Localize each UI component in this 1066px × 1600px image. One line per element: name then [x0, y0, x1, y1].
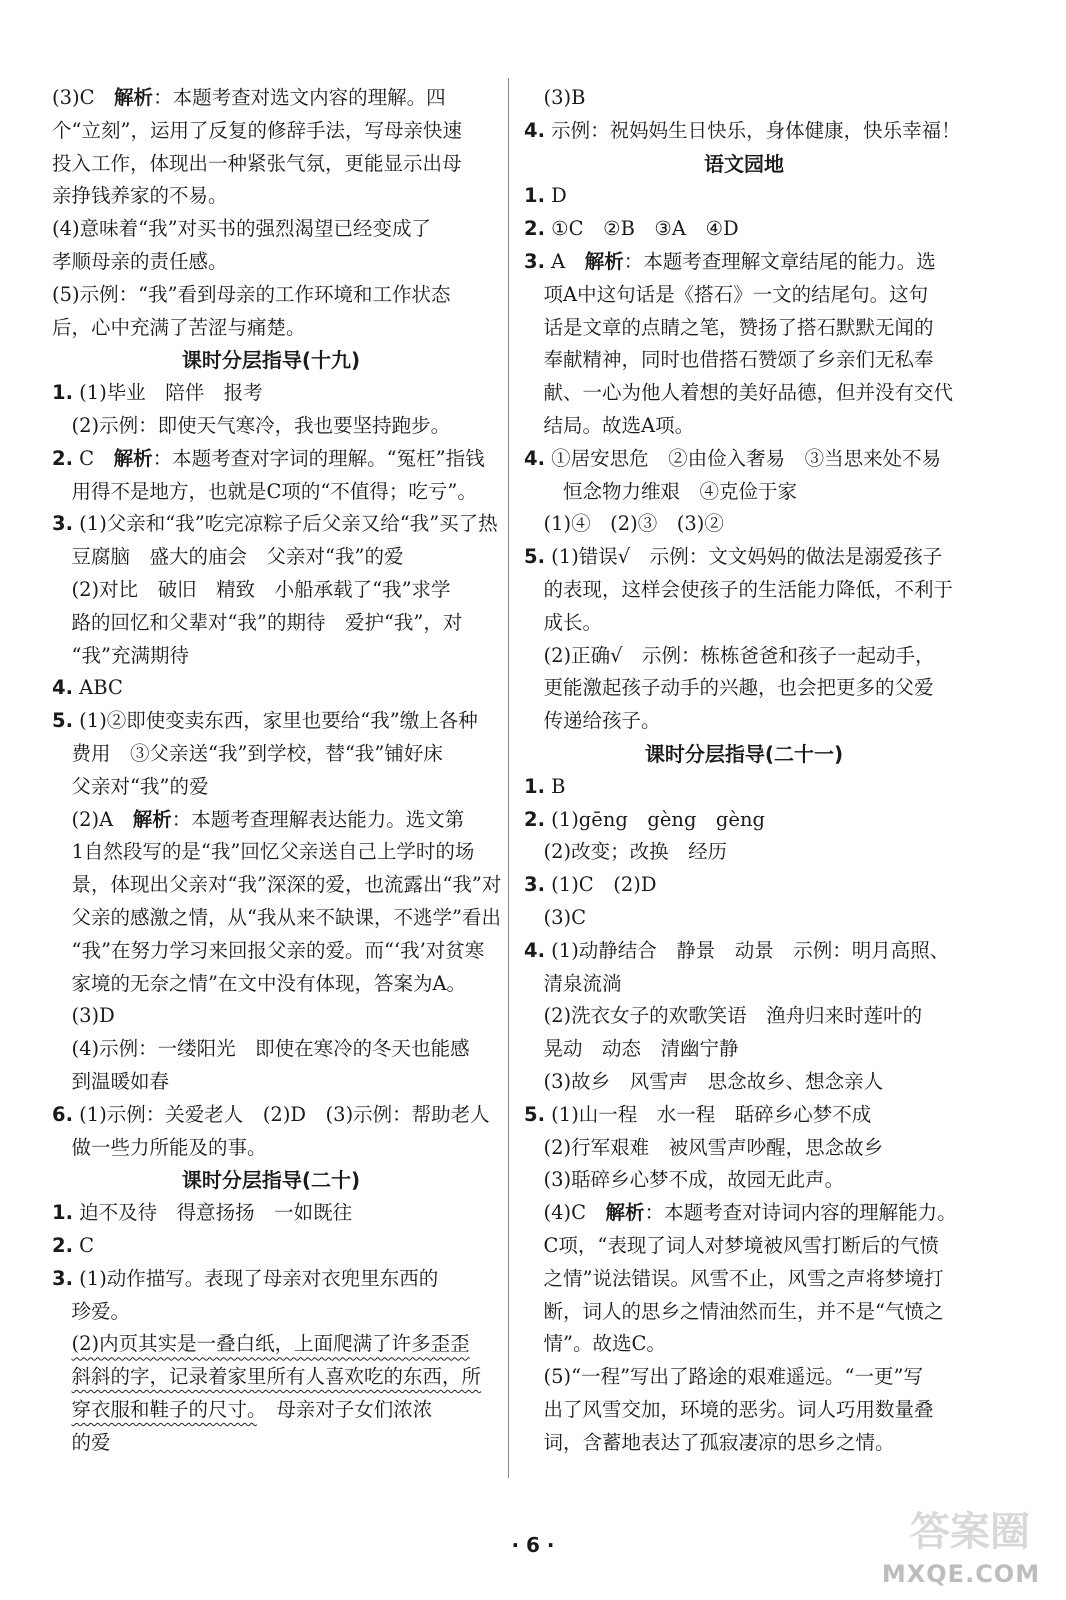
line-text: 用得不是地方，也就是C项的“不值得；吃亏”。	[52, 479, 477, 503]
line-text: (2)示例：即使天气寒冷，我也要坚持跑步。	[52, 414, 451, 437]
line-text: 1自然段写的是“我”回忆父亲送自己上学时的场	[52, 840, 475, 864]
bold-label: 2.	[52, 446, 73, 470]
answer-line	[524, 1067, 883, 1097]
answer-line	[52, 1198, 352, 1228]
answer-line	[52, 969, 466, 999]
line-text: 清泉流淌	[524, 971, 622, 995]
line-text: (1)gēng gèng gèng	[544, 807, 765, 831]
line-text: (5)示例：“我”看到母亲的工作环境和工作状态	[52, 282, 451, 306]
line-text: (3)D	[52, 1004, 115, 1028]
answer-line	[52, 673, 123, 703]
line-text: (1)动作描写。表现了母亲对衣兜里东西的	[72, 1266, 439, 1290]
line-text: 断，词人的思乡之情油然而生，并不是“气愤之	[524, 1299, 944, 1323]
line-text: (2)改变；改换 经历	[524, 840, 728, 864]
answer-line	[52, 1362, 481, 1392]
answer-line	[524, 1362, 923, 1392]
bold-label: 3.	[52, 1266, 73, 1290]
answer-line	[52, 411, 450, 441]
line-text: 词，含蓄地表达了孤寂凄凉的思乡之情。	[524, 1430, 895, 1454]
line-text: 迫不及待 得意扬扬 一如既往	[72, 1201, 353, 1225]
answer-line	[524, 1231, 939, 1261]
bold-label: 4.	[524, 118, 545, 142]
answer-line	[52, 706, 478, 736]
line-text: (3)聒碎乡心梦不成，故园无此声。	[524, 1168, 845, 1192]
line-text: 之情”说法错误。风雪不止，风雪之声将梦境打	[524, 1266, 944, 1290]
bold-label: 3.	[524, 873, 545, 897]
line-text: 做一些力所能及的事。	[52, 1135, 267, 1159]
line-text: (1)④ (2)③ (3)②	[524, 512, 724, 536]
answer-line	[524, 1165, 844, 1195]
section-heading: 语文园地	[704, 151, 784, 176]
answer-line	[524, 1198, 957, 1228]
line-text: ：本题考查理解表达能力。选文第	[171, 807, 465, 831]
answer-line	[524, 641, 935, 671]
line-text: 示例：祝妈妈生日快乐，身体健康，快乐幸福！	[544, 118, 961, 142]
line-text: ①C ②B ③A ④D	[544, 217, 739, 241]
line-text: 项A中这句话是《搭石》一文的结尾句。这句	[524, 282, 929, 306]
bold-label: 解析	[114, 86, 154, 109]
line-text: 亲挣钱养家的不易。	[52, 184, 228, 208]
line-text: ①居安思危 ②由俭入奢易 ③当思来处不易	[544, 446, 942, 470]
line-text: 家境的无奈之情”在文中没有体现，答案为A。	[52, 971, 467, 995]
watermark-icon: 答案圈	[910, 1509, 1030, 1555]
answer-line	[524, 214, 739, 244]
answer-line	[52, 641, 189, 671]
answer-line	[52, 805, 464, 835]
answer-line	[524, 1100, 871, 1130]
line-text: C项，“表现了词人对梦境被风雪打断后的气愤	[524, 1234, 939, 1257]
bold-label: 1.	[524, 774, 545, 798]
line-text: (2)A	[52, 807, 133, 831]
line-text: D	[544, 184, 567, 208]
column-divider	[508, 78, 509, 1478]
answer-line	[52, 903, 501, 933]
answer-line	[524, 411, 694, 441]
bold-label: 6.	[52, 1102, 73, 1126]
line-text: (4)C	[524, 1201, 606, 1225]
answer-line	[524, 772, 566, 802]
bold-label: 1.	[52, 381, 73, 405]
line-text: ：本题考查对诗词内容的理解能力。	[644, 1201, 957, 1225]
line-text: 父亲的感激之情，从“我从来不缺课，不逃学”看出	[52, 906, 501, 929]
line-text: (1)父亲和“我”吃完凉粽子后父亲又给“我”买了热	[72, 512, 498, 536]
answer-line	[52, 575, 451, 605]
bold-label: 1.	[524, 184, 545, 208]
answer-line	[52, 1231, 94, 1261]
answer-line	[52, 1428, 111, 1458]
line-text: A	[544, 250, 585, 273]
line-text: ：本题考查对字词的理解。“冤枉”指钱	[152, 446, 485, 470]
bold-label: 解析	[605, 1201, 645, 1225]
bold-label: 2.	[52, 1234, 73, 1257]
bold-label: 5.	[52, 709, 73, 733]
line-text: 献、一心为他人着想的美好品德，但并没有交代	[524, 381, 954, 405]
answer-line	[524, 1395, 934, 1425]
answer-line	[52, 1264, 438, 1294]
answer-line	[524, 116, 961, 146]
bold-label: 4.	[52, 676, 73, 700]
line-text: (3)故乡 风雪声 思念故乡、想念亲人	[524, 1070, 884, 1093]
watermark-text: MXQE.COM	[881, 1560, 1041, 1588]
answer-line	[524, 345, 934, 375]
answer-line	[524, 1264, 943, 1294]
answer-line	[52, 772, 208, 802]
line-text: (1)错误√ 示例：文文妈妈的做法是溺爱孩子	[544, 545, 943, 569]
answer-line	[52, 1395, 432, 1425]
answer-line	[524, 1297, 943, 1327]
line-text: (4)意味着“我”对买书的强烈渴望已经变成了	[52, 217, 432, 241]
line-text: (1)毕业 陪伴 报考	[72, 381, 263, 405]
line-text: 奉献精神，同时也借搭石赞颂了乡亲们无私奉	[524, 348, 934, 372]
answer-line	[52, 936, 484, 966]
answer-line	[524, 903, 586, 933]
line-text: 的表现，这样会使孩子的生活能力降低，不利于	[524, 578, 954, 601]
line-text: (2)行军艰难 被风雪声吵醒，思念故乡	[524, 1135, 884, 1159]
line-text: 到温暖如春	[52, 1070, 170, 1093]
answer-line	[52, 1067, 169, 1097]
line-text: (3)B	[524, 86, 586, 109]
line-text: “我”充满期待	[52, 643, 189, 667]
bold-label: 1.	[52, 1201, 73, 1225]
answer-line	[524, 509, 724, 539]
line-text: 投入工作，体现出一种紧张气氛，更能显示出母	[52, 151, 462, 175]
answer-line	[52, 837, 474, 867]
answer-line	[52, 1133, 267, 1163]
answer-line	[52, 181, 228, 211]
section-heading: 课时分层指导(二十一)	[644, 742, 844, 766]
answer-line	[524, 313, 934, 343]
line-text: 晃动 动态 清幽宁静	[524, 1037, 739, 1061]
answer-line	[52, 1100, 490, 1130]
line-text	[52, 1398, 72, 1421]
line-text: 恒念物力维艰 ④克俭于家	[524, 479, 798, 503]
answer-line	[524, 1329, 666, 1359]
answer-line	[52, 509, 498, 539]
answer-line	[524, 1133, 883, 1163]
line-text: 母亲对子女们浓浓	[256, 1398, 433, 1421]
line-text: 更能激起孩子动手的兴趣，也会把更多的父爱	[524, 676, 934, 700]
line-text: 传递给孩子。	[524, 709, 661, 733]
bold-label: 2.	[524, 807, 545, 831]
answer-line	[52, 83, 446, 113]
answer-line	[52, 378, 263, 408]
answer-line	[524, 1428, 895, 1458]
answer-line	[524, 805, 765, 835]
line-text: ABC	[72, 676, 123, 700]
line-text: 出了风雪交加，环境的恶劣。词人巧用数量叠	[524, 1398, 934, 1421]
answer-line	[52, 608, 462, 638]
line-text: ：本题考查对选文内容的理解。四	[153, 86, 446, 109]
answer-line	[52, 247, 228, 277]
bold-label: 2.	[524, 217, 545, 241]
page-number: · 6 ·	[511, 1533, 555, 1557]
answer-line	[524, 936, 949, 966]
line-text: B	[544, 774, 566, 798]
line-text: C	[72, 1234, 95, 1257]
answer-line	[52, 1034, 470, 1064]
answer-line	[524, 575, 953, 605]
answer-line	[52, 280, 451, 310]
bold-label: 5.	[524, 545, 545, 569]
answer-line	[524, 477, 797, 507]
line-text: ：本题考查理解文章结尾的能力。选	[623, 250, 936, 273]
answer-line	[524, 837, 727, 867]
bold-label: 3.	[524, 250, 545, 273]
line-text	[52, 1332, 72, 1355]
answer-line	[52, 542, 403, 572]
answer-line	[524, 280, 928, 310]
line-text: (1)动静结合 静景 动景 示例：明月高照、	[544, 938, 950, 962]
line-text: 费用 ③父亲送“我”到学校，替“我”铺好床	[52, 742, 443, 765]
answer-line	[52, 1001, 115, 1031]
watermark-logo	[876, 1500, 1046, 1592]
bold-label: 4.	[524, 446, 545, 470]
line-text: 的爱	[52, 1430, 111, 1454]
line-text: (1)C (2)D	[544, 873, 657, 897]
line-text: 父亲对“我”的爱	[52, 774, 209, 798]
answer-line	[524, 83, 585, 113]
line-text: 结局。故选A项。	[524, 414, 695, 437]
answer-line	[52, 870, 501, 900]
line-text: (3)C	[52, 86, 115, 109]
line-text: (2)对比 破旧 精致 小船承载了“我”求学	[52, 578, 451, 601]
section-heading: 课时分层指导(二十)	[181, 1168, 361, 1193]
answer-line	[52, 116, 462, 146]
bold-label: 3.	[52, 512, 73, 536]
answer-line	[524, 181, 567, 211]
line-text: (2)正确√ 示例：栋栋爸爸和孩子一起动手，	[524, 643, 935, 667]
line-text: 景，体现出父亲对“我”深深的爱，也流露出“我”对	[52, 873, 502, 897]
bold-label: 解析	[113, 446, 153, 470]
line-text: 珍爱。	[52, 1299, 131, 1323]
bold-label: 解析	[132, 807, 172, 831]
answer-line	[52, 214, 431, 244]
line-text	[52, 1365, 72, 1388]
bold-label: 4.	[524, 938, 545, 962]
answer-line	[52, 313, 306, 343]
underlined-text: 穿衣服和鞋子的尺寸。	[71, 1398, 257, 1421]
bold-label: 解析	[584, 250, 624, 273]
line-text: (1)②即使变卖东西，家里也要给“我”缴上各种	[72, 709, 478, 733]
line-text: 路的回忆和父辈对“我”的期待 爱护“我”，对	[52, 610, 463, 634]
answer-line	[52, 444, 485, 474]
answer-line	[524, 608, 602, 638]
line-text: (1)示例：关爱老人 (2)D (3)示例：帮助老人	[72, 1102, 490, 1126]
answer-line	[524, 247, 936, 277]
answer-line	[52, 1329, 470, 1359]
answer-line	[52, 477, 477, 507]
answer-line	[524, 870, 656, 900]
line-text: 成长。	[524, 610, 603, 634]
line-text: 孝顺母亲的责任感。	[52, 250, 228, 273]
line-text: (3)C	[524, 906, 587, 929]
answer-line	[524, 969, 622, 999]
line-text: (1)山一程 水一程 聒碎乡心梦不成	[544, 1102, 872, 1126]
answer-line	[52, 149, 462, 179]
line-text: 后，心中充满了苦涩与痛楚。	[52, 315, 306, 339]
answer-line	[524, 706, 661, 736]
line-text: (2)洗衣女子的欢歌笑语 渔舟归来时莲叶的	[524, 1004, 923, 1028]
bold-label: 5.	[524, 1102, 545, 1126]
line-text: 个“立刻”，运用了反复的修辞手法，写母亲快速	[52, 118, 462, 142]
underlined-text: 斜斜的字，记录着家里所有人喜欢吃的东西，所	[71, 1365, 482, 1389]
answer-line	[524, 444, 941, 474]
section-heading: 课时分层指导(十九)	[181, 348, 361, 373]
answer-line	[52, 739, 443, 769]
line-text: 情”。故选C。	[524, 1332, 666, 1356]
answer-line	[524, 378, 953, 408]
line-text: “我”在努力学习来回报父亲的爱。而“‘我’对贫寒	[52, 938, 485, 962]
line-text: 话是文章的点睛之笔，赞扬了搭石默默无闻的	[524, 315, 934, 339]
underlined-text: (2)内页其实是一叠白纸，上面爬满了许多歪歪	[71, 1332, 470, 1356]
answer-line	[524, 1034, 739, 1064]
line-text: 豆腐脑 盛大的庙会 父亲对“我”的爱	[52, 545, 404, 569]
answer-line	[52, 1297, 130, 1327]
line-text: (4)示例：一缕阳光 即使在寒冷的冬天也能感	[52, 1037, 470, 1061]
answer-line	[524, 1001, 922, 1031]
answer-line	[524, 542, 942, 572]
answer-line	[524, 673, 934, 703]
line-text: C	[72, 446, 114, 470]
line-text: (5)“一程”写出了路途的艰难遥远。“一更”写	[524, 1365, 923, 1389]
